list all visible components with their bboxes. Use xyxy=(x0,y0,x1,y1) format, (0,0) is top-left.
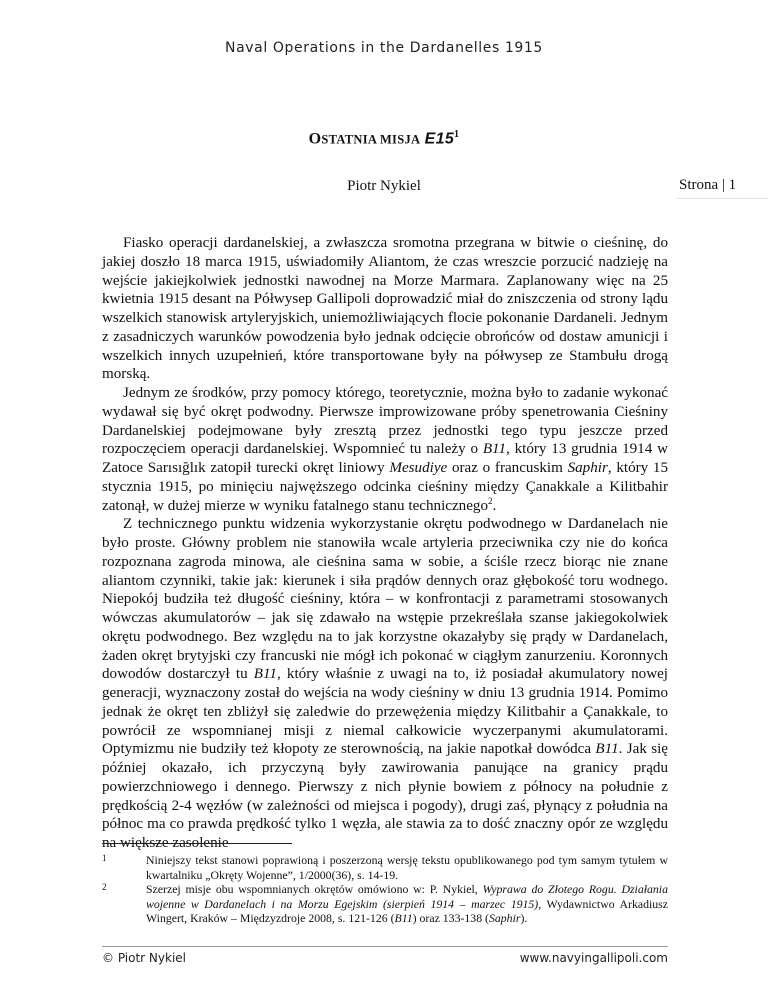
book-title: Wyprawa do Złotego Rogu. Działania wojenne w Dardanelach i na Morzu Egejskim (sierpień 1914 – marzec 1915) xyxy=(146,882,668,911)
article-body xyxy=(102,234,668,853)
author-name: Piotr Nykiel xyxy=(347,178,421,194)
title-rest: STATNIA MISJA xyxy=(321,132,421,147)
footer-website-link[interactable]: www.navyingallipoli.com xyxy=(519,951,668,965)
footer-separator xyxy=(102,946,668,947)
paragraph-text: , który właśnie z uwagi na to, iż posiadał akumulatory nowej generacji, wyznaczony został do wejścia na wody cieśniny w dniu 13 grudnia 1914. Pomimo jednak że okręt ten zbliżył się zaledwie do przewężenia między Kilitbahir a Çanakkale, to powrócił ze wspomnianej misji z niemal całkowicie wyczerpanymi akumulatorami. Optymizmu nie budziły też kłopoty ze sterownością, na jakie napotkał dowódca xyxy=(102,666,668,758)
article-title xyxy=(0,129,768,148)
footnote-text: , Wydawnictwo Arkadiusz Wingert, Kraków – Międzyzdroje 2008, s. 121-126 ( xyxy=(146,896,668,926)
footnote-number: 2 xyxy=(102,882,107,893)
ship-name: Saphir xyxy=(567,460,608,476)
ship-name: Mesudiye xyxy=(389,460,448,476)
footnote-ref-1[interactable]: 1 xyxy=(454,129,460,140)
ship-name: Saphir xyxy=(488,911,521,926)
footnote-text: Szerzej misje obu wspomnianych okrętów omówiono w: P. Nykiel, xyxy=(146,882,483,897)
running-header: Naval Operations in the Dardanelles 1915 xyxy=(225,40,543,56)
paragraph-text: . xyxy=(492,497,497,514)
paragraph-text: oraz o francuskim xyxy=(447,460,568,476)
title-ship-name: E15 xyxy=(424,130,455,148)
ship-name: B11 xyxy=(482,441,507,458)
footnote-ref-2[interactable]: 2 xyxy=(488,495,493,506)
paragraph-text: Z technicznego punktu widzenia wykorzystanie okrętu podwodnego w Dardanelach nie było proste. Główny problem nie stanowiła wcale artyleria przeciwnika czy nie do końca rozpoznana zagroda minowa, ale cieśnina sama w sobie, a ściśle rzecz biorąc nie znane aliantom czynniki, takie jak: kierunek i siła prądów dennych oraz głębokość toru wodnego. Niepokój budziła też długość cieśniny, która – w konfrontacji z parametrami stosowanych wówczas akumulatorów – jak się zdawało na wstępie przekreślała szanse jakiegokolwiek okrętu podwodnego. Bez względu na to jak korzystne okazałyby się prądy w Dardanelach, żaden okręt brytyjski czy francuski nie mógł ich pokonać w ciągłym zanurzeniu. Koronnych dowodów dostarczył tu xyxy=(102,516,668,683)
footnote-separator xyxy=(102,843,292,844)
footnote-text: ). xyxy=(520,911,528,926)
paragraph-text: . Jak się później okazało, ich przyczyną były zawirowania panujące na granicy prądu powierzchniowego i dennego. Pierwszy z nich płynie bowiem z północy na południe z prędkością 2-4 węzłów (w zależności od miejsca i pogody), drugi zaś, płynący z południa na północ ma co prawda prędkość tylko 1 węzła, ale stawia za to dość znaczny opór ze względu na większe zasolenie xyxy=(102,741,668,851)
title-initial: O xyxy=(308,130,322,148)
paragraph-text: Fiasko operacji dardanelskiej, a zwłaszcza sromotna przegrana w bitwie o cieśninę, do jakiej doszło 18 marca 1915, uświadomiły Aliantom, że czas wreszcie porzucić nadzieję na wejście jakiejkolwiek jednostki nawodnej na Morze Marmara. Zaplanowany więc na 25 kwietnia 1915 desant na Półwysep Gallipoli doprowadzić miał do zniszczenia od strony lądu wszelkich stanowisk artyleryjskich, uniemożliwiających flocie pokonanie Dardaneli. Jednym z zasadniczych warunków powodzenia było jednak odcięcie obrońców od dostaw amunicji i wszelkich innych uzupełnień, które transportowane były na półwysep ze Stambułu drogą morską. xyxy=(102,235,668,383)
page-number-box xyxy=(676,177,768,199)
paragraph-1 xyxy=(102,234,668,384)
paragraph-text: , który 15 stycznia 1915, po minięciu najwęższego odcinka cieśniny między Çanakkale a Kilitbahir zatonął, w dużej mierze w wyniku fatalnego stanu technicznego xyxy=(102,460,669,514)
paragraph-2 xyxy=(102,384,668,515)
footnote-text: Niniejszy tekst stanowi poprawioną i poszerzoną wersję tekstu opublikowanego pod tym samym tytułem w kwartalniku „Okręty Wojenne”, 1/2000(36), s. 14-19. xyxy=(146,853,668,882)
ship-name: B11 xyxy=(253,666,277,683)
footnote-1 xyxy=(102,853,668,882)
footnote-number: 1 xyxy=(102,853,107,863)
footer-copyright: © Piotr Nykiel xyxy=(102,951,186,965)
paragraph-3 xyxy=(102,515,668,853)
footnote-text: ) oraz 133-138 ( xyxy=(412,911,489,926)
ship-name: B11 xyxy=(595,741,619,758)
footnote-2 xyxy=(102,882,668,926)
paragraph-text: Jednym ze środków, przy pomocy którego, teoretycznie, można było to zadanie wykonać wydawał się być okręt podwodny. Pierwsze improwizowane próby spenetrowania Cieśniny Dardanelskiej podejmowane były zresztą przez jednostki tego typu jeszcze przed rozpoczęciem operacji dardanelskiej. Wspomnieć tu należy o xyxy=(102,385,668,458)
footnotes xyxy=(102,853,668,926)
ship-name: B11 xyxy=(394,911,413,926)
page-number: Strona | 1 xyxy=(679,177,737,193)
paragraph-text: , który 13 grudnia 1914 w Zatoce Sarısığlık zatopił turecki okręt liniowy xyxy=(102,441,668,476)
